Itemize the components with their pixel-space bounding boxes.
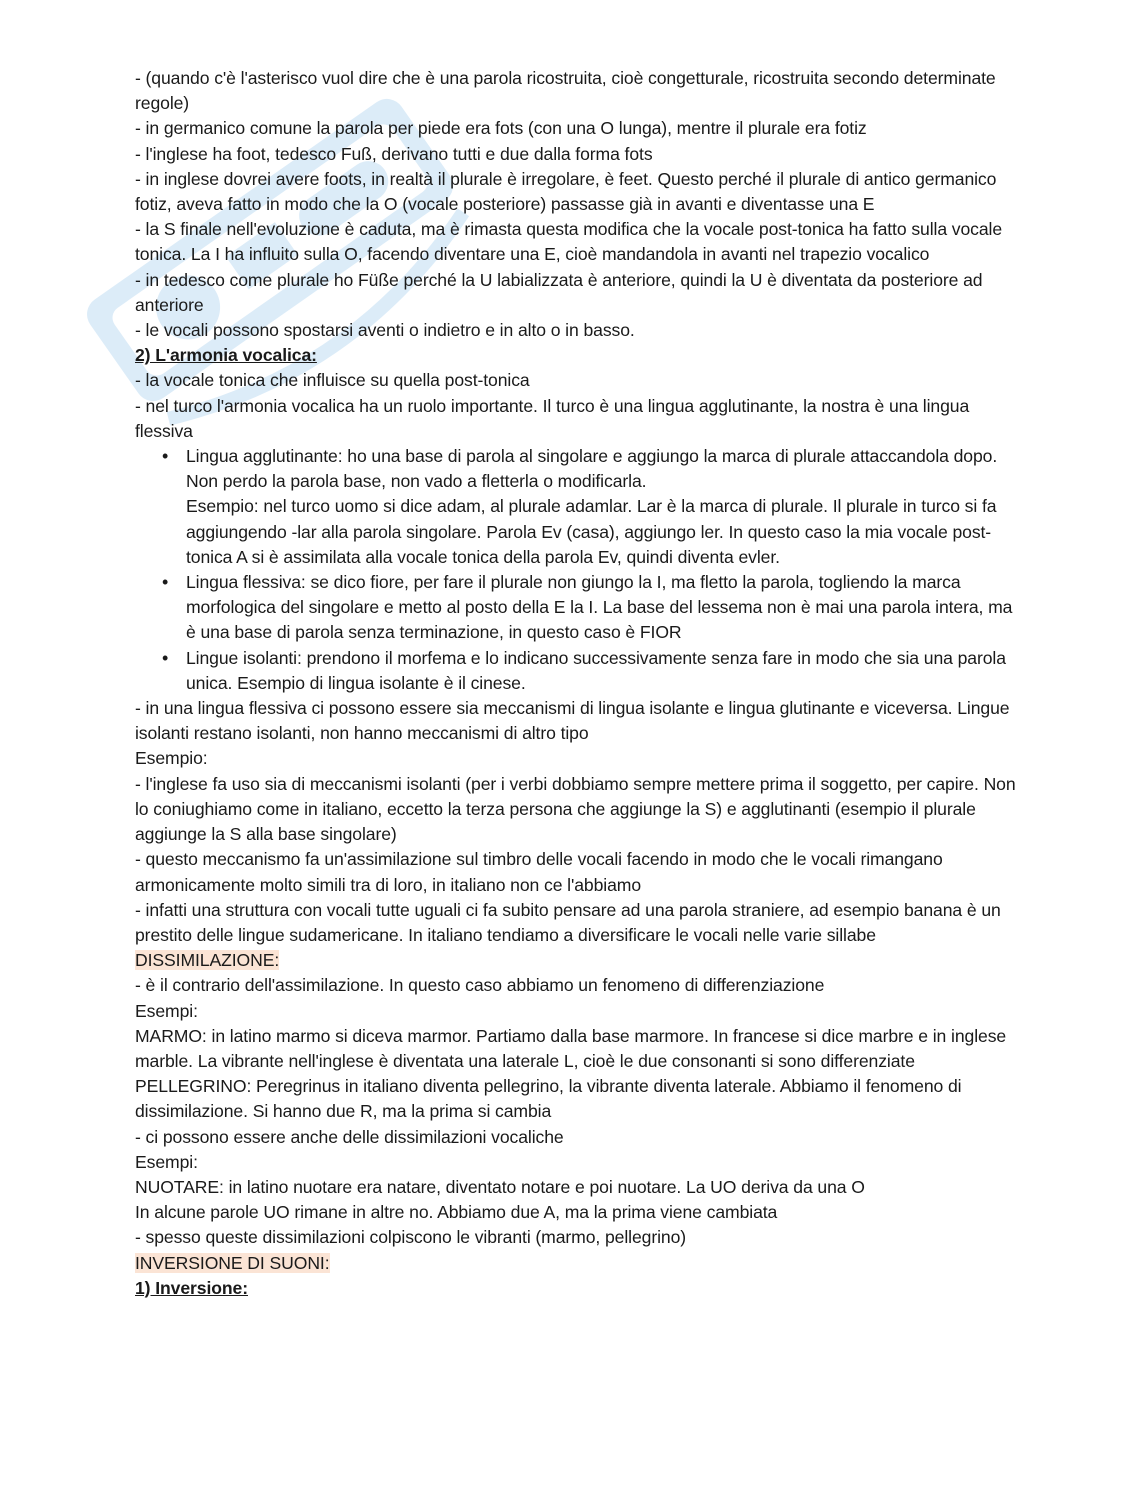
section-intro: [135, 66, 1020, 343]
section-inversione: [135, 1251, 1020, 1301]
list-item-text: • Lingua agglutinante: ho una base di parola al singolare e aggiungo la marca di plurale attaccandola dopo. Non perdo la parola base, non vado a fletterla o modificarla.: [186, 446, 998, 492]
section-armonia: [135, 343, 1020, 948]
list-item-text: • Lingue isolanti: prendono il morfema e lo indicano successivamente senza fare in modo che sia una parola unica. Esempio di lingua isolante è il cinese.: [186, 647, 1006, 693]
text-line: - la S finale nell'evoluzione è caduta, ma è rimasta questa modifica che la vocale post-tonica ha fatto sulla vocale tonica. La I ha influito sulla O, facendo diventare una E, cioè mandandola in avanti nel trapezio vocalico: [135, 219, 1003, 265]
document-page: [135, 66, 1020, 1301]
subheading-inversione: 1) Inversione:: [135, 1277, 248, 1298]
text-line: - (quando c'è l'asterisco vuol dire che è una parola ricostruita, cioè congetturale, ricostruita secondo determinate regole): [135, 68, 996, 114]
text-line: - in germanico comune la parola per piede era fots (con una O lunga), mentre il plurale era fotiz: [135, 118, 867, 139]
section-heading-dissimilazione: DISSIMILAZIONE:: [135, 950, 280, 971]
text-line: - in tedesco come plurale ho Füße perché la U labializzata è anteriore, quindi la U è diventata da posteriore ad anteriore: [135, 269, 983, 315]
text-line: - l'inglese fa uso sia di meccanismi isolanti (per i verbi dobbiamo sempre mettere prima il soggetto, per capire. Non lo coniughiamo come in italiano, eccetto la terza persona che aggiunge la S) e agglutinanti (esempio il plurale aggiunge la S alla base singolare): [135, 773, 1016, 845]
section-heading-armonia: 2) L'armonia vocalica:: [135, 345, 317, 366]
text-line: - infatti una struttura con vocali tutte uguali ci fa subito pensare ad una parola straniere, ad esempio banana è un prestito delle lingue sudamericane. In italiano tendiamo a diversificare le vocali nelle varie sillabe: [135, 899, 1001, 945]
text-line: Esempi:: [135, 1151, 198, 1172]
text-line: - nel turco l'armonia vocalica ha un ruolo importante. Il turco è una lingua agglutinante, la nostra è una lingua flessiva: [135, 395, 970, 441]
text-line: - questo meccanismo fa un'assimilazione sul timbro delle vocali facendo in modo che le vocali rimangano armonicamente molto simili tra di loro, in italiano non ce l'abbiamo: [135, 849, 943, 895]
list-item: [186, 570, 1020, 646]
text-line: Esempi:: [135, 1000, 198, 1021]
text-line: - la vocale tonica che influisce su quella post-tonica: [135, 370, 530, 391]
section-heading-inversione: INVERSIONE DI SUONI:: [135, 1252, 330, 1273]
text-line: - l'inglese ha foot, tedesco Fuß, derivano tutti e due dalla forma fots: [135, 143, 653, 164]
bullet-list: [135, 444, 1020, 696]
text-line: In alcune parole UO rimane in altre no. Abbiamo due A, ma la prima viene cambiata: [135, 1202, 778, 1223]
section-dissimilazione: [135, 948, 1020, 1250]
list-item-example: Esempio: nel turco uomo si dice adam, al plurale adamlar. Lar è la marca di plurale. Il plurale in turco si fa aggiungendo -lar alla parola singolare. Parola Ev (casa), aggiungo ler. In questo caso la mia vocale post-tonica A si è assimilata alla vocale tonica della parola Ev, quindi diventa evler.: [186, 496, 997, 567]
list-item: [186, 646, 1020, 696]
list-item-text: • Lingua flessiva: se dico fiore, per fare il plurale non giungo la I, ma fletto la parola, togliendo la marca morfologica del singolare e metto al posto della E la I. La base del lessema non è mai una parola intera, ma è una base di parola senza terminazione, in questo caso è FIOR: [186, 572, 1013, 643]
text-line: Esempio:: [135, 748, 208, 769]
text-line: PELLEGRINO: Peregrinus in italiano diventa pellegrino, la vibrante diventa laterale. Abbiamo il fenomeno di dissimilazione. Si hanno due R, ma la prima si cambia: [135, 1076, 962, 1122]
text-line: NUOTARE: in latino nuotare era natare, diventato notare e poi nuotare. La UO deriva da una O: [135, 1176, 865, 1197]
text-line: - le vocali possono spostarsi aventi o indietro e in alto o in basso.: [135, 320, 635, 341]
text-line: - in inglese dovrei avere foots, in realtà il plurale è irregolare, è feet. Questo perché il plurale di antico germanico fotiz, aveva fatto in modo che la O (vocale posteriore) passasse già in avanti e diventasse una E: [135, 168, 997, 215]
text-line: - spesso queste dissimilazioni colpiscono le vibranti (marmo, pellegrino): [135, 1227, 687, 1248]
text-line: - ci possono essere anche delle dissimilazioni vocaliche: [135, 1126, 564, 1147]
text-line: MARMO: in latino marmo si diceva marmor. Partiamo dalla base marmore. In francese si dice marbre e in inglese marble. La vibrante nell'inglese è diventata una laterale L, cioè le due consonanti si sono differenziate: [135, 1025, 1007, 1071]
text-line: - è il contrario dell'assimilazione. In questo caso abbiamo un fenomeno di differenziazione: [135, 975, 825, 996]
list-item: [186, 444, 1020, 570]
text-line: - in una lingua flessiva ci possono essere sia meccanismi di lingua isolante e lingua glutinante e viceversa. Lingue isolanti restano isolanti, non hanno meccanismi di altro tipo: [135, 698, 1010, 744]
